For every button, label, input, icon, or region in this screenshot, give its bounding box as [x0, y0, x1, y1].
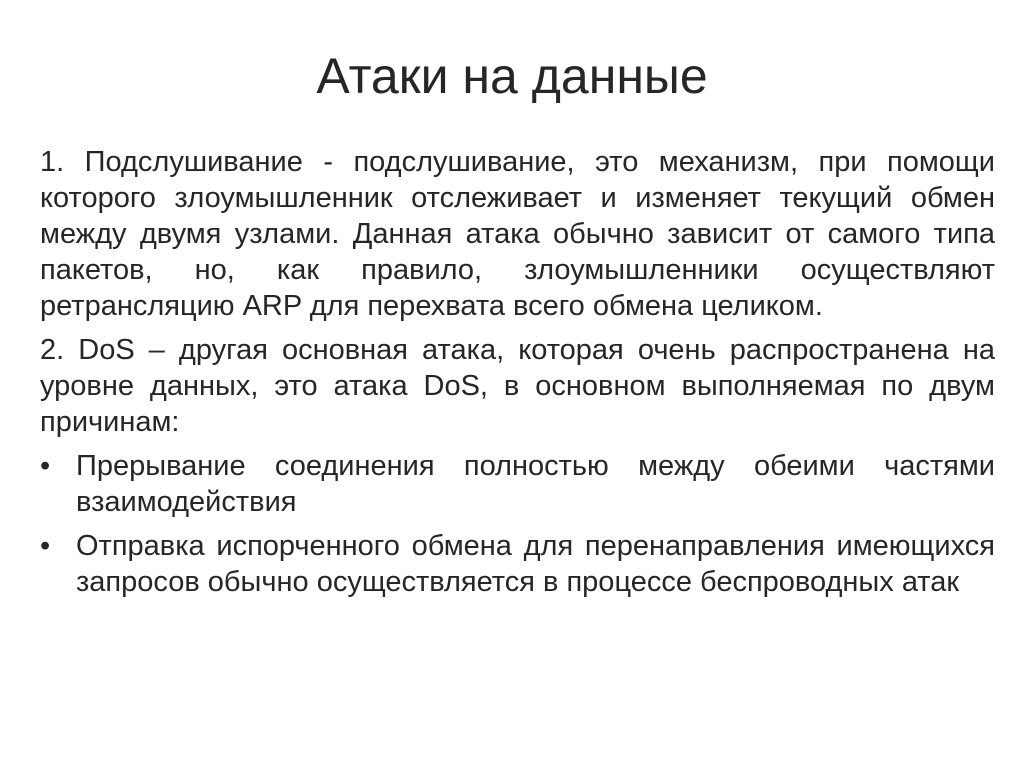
paragraph-eavesdropping: 1. Подслушивание - подслушивание, это механизм, при помощи которого злоумышленник отслеживает и изменяет текущий обмен между двумя узлами. Данная атака обычно зависит от самого типа пакетов, но, как правило, злоумышленники осуществляют ретрансляцию ARP для перехвата всего обмена целиком.	[40, 146, 995, 322]
paragraph-dos: 2. DoS – другая основная атака, которая очень распространена на уровне данных, это атака DoS, в основном выполняемая по двум причинам:	[40, 334, 995, 438]
slide-body	[40, 144, 995, 608]
bullet-icon: •	[40, 450, 51, 482]
bullet-icon: •	[40, 530, 51, 562]
slide-title: Атаки на данные	[316, 48, 708, 104]
bullet-item-interruption	[40, 448, 995, 520]
bullet-item-corrupted-exchange	[40, 528, 995, 600]
bullet-text: Отправка испорченного обмена для перенаправления имеющихся запросов обычно осуществляется в процессе беспроводных атак	[76, 530, 995, 598]
bullet-list	[40, 448, 995, 600]
bullet-text: Прерывание соединения полностью между обеими частями взаимодействия	[76, 450, 995, 518]
